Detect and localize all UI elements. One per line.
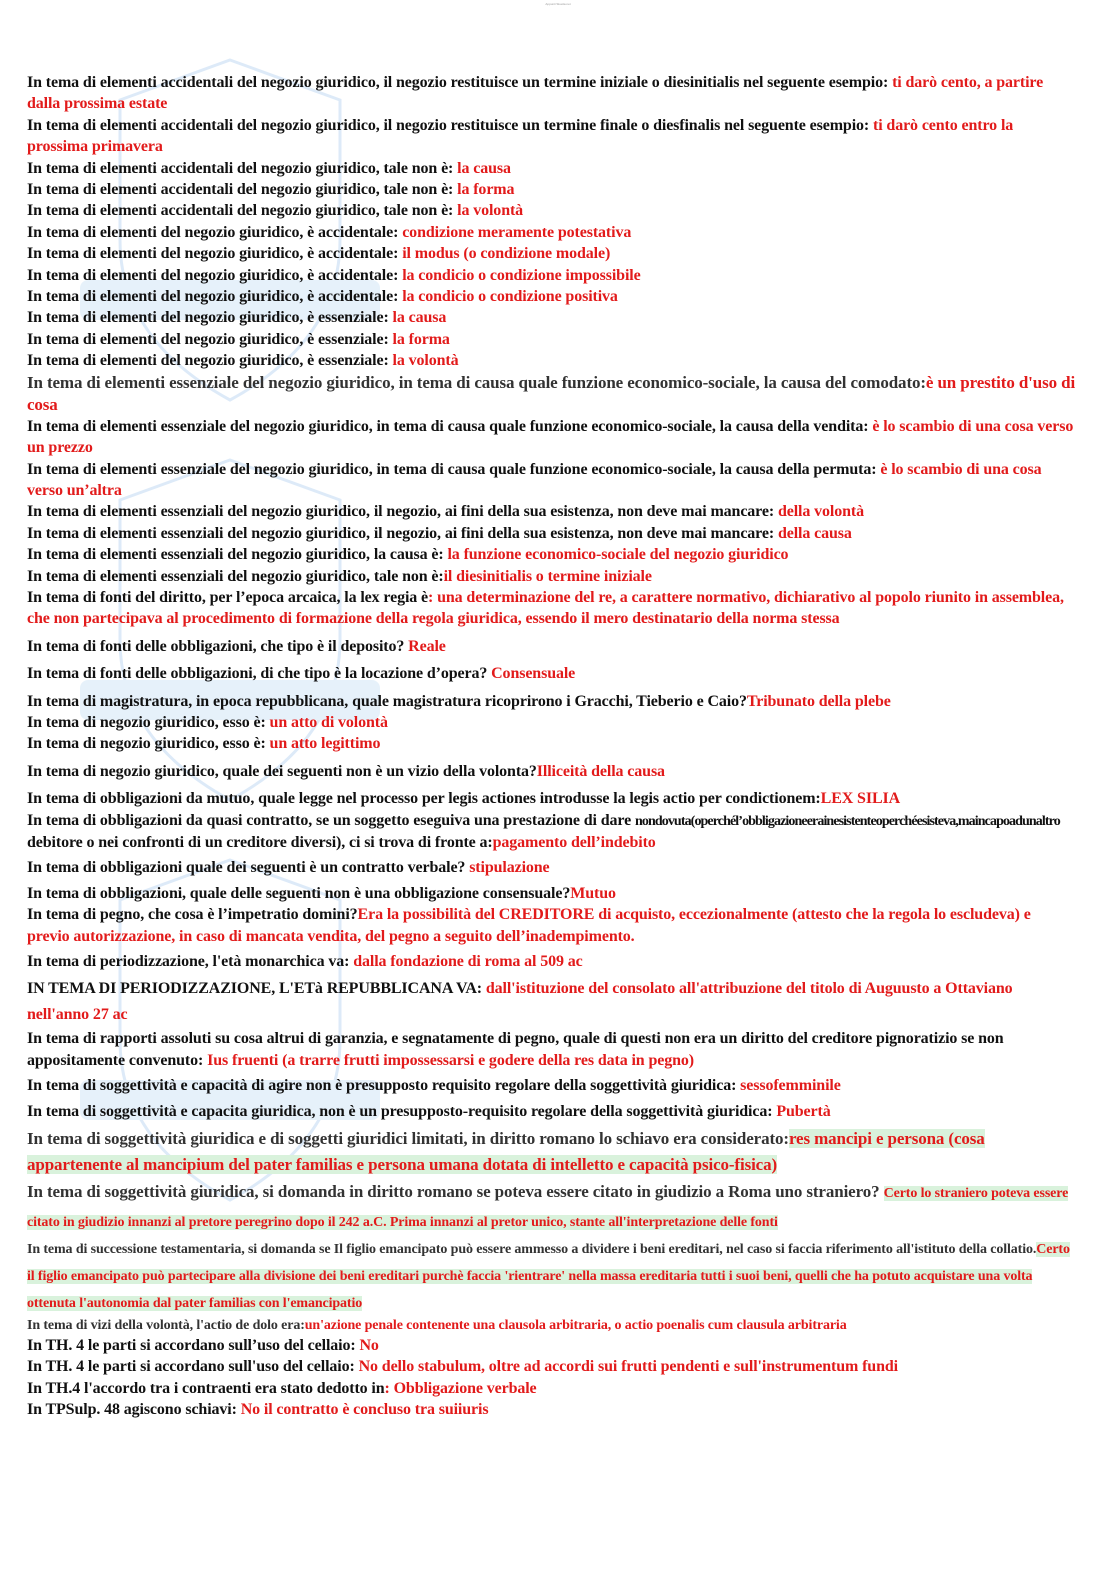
qa-item <box>27 222 1077 243</box>
question: In tema di elementi accidentali del negozio giuridico, tale non è: <box>27 202 458 220</box>
answer: ti darò cento, a partire dalla prossima estate <box>27 74 1044 113</box>
answer: la volontà <box>457 202 524 220</box>
question: In tema di elementi essenziali del negozio giuridico, il negozio, ai fini della sua esistenza, non deve mai mancare: <box>27 503 778 521</box>
qa-item <box>27 329 1077 350</box>
question: In tema di soggettività giuridica e di soggetti giuridici limitati, in diritto romano lo schiavo era considerato: <box>27 1129 789 1149</box>
answer: No dello stabulum, oltre ad accordi sui frutti pendenti e sull'instrumentum fundi <box>358 1358 898 1376</box>
qa-item <box>27 712 1077 733</box>
answer: la forma <box>392 330 450 348</box>
answer: Certo lo straniero poteva essere citato in giudizio innanzi al pretore peregrino dopo il 242 a.C. Prima innanzi al pretor unico, stante all'interpretazione delle fonti <box>27 1186 1069 1231</box>
qa-item <box>27 1028 1077 1071</box>
answer: la condicio o condizione impossibile <box>402 266 641 284</box>
answer: un atto di volontà <box>269 713 388 731</box>
question: In tema di elementi accidentali del negozio giuridico, il negozio restituisce un termine finale o diesfinalis nel seguente esempio: <box>27 116 873 134</box>
question: In TPSulp. 48 agiscono schiavi: <box>27 1401 241 1419</box>
qa-item <box>27 1335 1077 1356</box>
answer: dalla fondazione di roma al 509 ac <box>353 953 583 971</box>
answer: dall'istituzione del consolato all'attribuzione del titolo di Auguusto a Ottaviano nell'anno 27 ac <box>27 980 1013 1024</box>
question: In tema di elementi essenziale del negozio giuridico, in tema di causa quale funzione economico-sociale, la causa della vendita: <box>27 417 873 435</box>
question: In tema di elementi del negozio giuridico, è essenziale: <box>27 352 393 370</box>
question: In tema di elementi essenziali del negozio giuridico, la causa è: <box>27 546 448 564</box>
answer: Consensuale <box>491 665 576 683</box>
answer: il diesinitialis o termine iniziale <box>443 567 652 585</box>
answer: res mancipi e persona (cosa appartenente al mancipium del pater familias e persona umana dotata di intelletto e capacità psico-fisica) <box>27 1129 985 1175</box>
answer: : Obbligazione verbale <box>384 1379 537 1397</box>
question: In tema di successione testamentaria, si domanda se Il figlio emancipato può essere ammesso a dividere i beni ereditari, nel caso si faccia riferimento all'istituto della collatio. <box>27 1242 1037 1258</box>
answer: è lo scambio di una cosa verso un prezzo <box>27 417 1074 457</box>
qa-item <box>27 372 1077 416</box>
answer: Illiceità della causa <box>536 762 665 780</box>
question: In tema di elementi essenziali del negozio giuridico, il negozio, ai fini della sua esistenza, non deve mai mancare: <box>27 524 778 542</box>
answer: : una determinazione del re, a carattere normativo, dichiarativo al popolo riunito in assemblea, che non partecipava al procedimento di formazione della regola giuridica, essendo il mero destinatario della norma stessa <box>27 588 1064 628</box>
answer: un atto legittimo <box>269 735 381 753</box>
qa-item <box>27 566 1077 587</box>
answer: Pubertà <box>776 1102 831 1120</box>
question: In tema di negozio giuridico, esso è: <box>27 713 270 731</box>
question: In tema di obbligazioni da quasi contratto, se un soggetto eseguiva una prestazione di dare <box>27 811 635 829</box>
qa-item <box>27 158 1077 179</box>
answer: della volontà <box>777 503 864 521</box>
answer: Tribunato della plebe <box>746 692 891 710</box>
question: In tema di fonti delle obbligazioni, che tipo è il deposito? <box>27 637 409 655</box>
answer: la funzione economico-sociale del negozio giuridico <box>447 546 789 564</box>
question: In tema di elementi del negozio giuridico, è accidentale: <box>27 223 403 241</box>
qa-item <box>27 179 1077 200</box>
qa-item <box>27 307 1077 328</box>
answer: la condicio o condizione positiva <box>402 288 618 306</box>
answer: Ius fruenti (a trarre frutti impossessarsi e godere della res data in pegno) <box>207 1051 694 1069</box>
question: In tema di fonti delle obbligazioni, di che tipo è la locazione d’opera? <box>27 665 492 683</box>
qa-item <box>27 1236 1077 1317</box>
question: In tema di negozio giuridico, esso è: <box>27 735 270 753</box>
qa-item <box>27 200 1077 221</box>
qa-item <box>27 1399 1077 1420</box>
answer: la causa <box>392 309 447 327</box>
question: In tema di soggettività e capacità di agire non è presupposto requisito regolare della soggettività giuridica: <box>27 1077 741 1095</box>
answer: la forma <box>457 181 515 199</box>
answer: No <box>359 1337 379 1355</box>
qa-item <box>27 544 1077 565</box>
question: In tema di soggettività e capacita giuridica, non è un presupposto-requisito regolare della soggettività giuridica: <box>27 1102 777 1120</box>
question-condensed: nondovuta(operchél’obbligazioneerainesistenteoperchéesisteva,maincapoadunaltro <box>634 813 1060 829</box>
answer: Certo il figlio emancipato può partecipare alla divisione dei beni ereditari purchè faccia 'rientrare' nella massa ereditaria tutti i suoi beni, quelli che ha potuto acquistare una volta ottenuta l'autonomia dal pater familias con l'emancipatio <box>27 1242 1070 1312</box>
answer: condizione meramente potestativa <box>402 223 632 241</box>
answer: No il contratto è concluso tra suiiuris <box>240 1401 489 1419</box>
qa-item <box>27 1178 1077 1236</box>
question: In tema di pegno, che cosa è l’impetratio domini? <box>27 906 358 924</box>
qa-item <box>27 1075 1077 1096</box>
question: In tema di elementi del negozio giuridico, è essenziale: <box>27 309 393 327</box>
answer: è un prestito d'uso di cosa <box>27 372 1076 414</box>
qa-item <box>27 788 1077 809</box>
question: In TH.4 l'accordo tra i contraenti era stato dedotto in <box>27 1379 385 1397</box>
qa-item <box>27 501 1077 522</box>
question: In tema di elementi accidentali del negozio giuridico, tale non è: <box>27 159 458 177</box>
question-tail: debitore o nei confronti di un creditore diversi), ci si trova di fronte a: <box>27 834 493 851</box>
qa-item <box>27 1101 1077 1122</box>
qa-item <box>27 951 1077 972</box>
question: In TH. 4 le parti si accordano sull’uso del cellaio: <box>27 1337 360 1355</box>
question: In tema di elementi essenziale del negozio giuridico, in tema di causa quale funzione economico-sociale, la causa della permuta: <box>27 460 881 478</box>
answer: è lo scambio di una cosa verso un’altra <box>27 460 1042 499</box>
qa-item <box>27 286 1077 307</box>
answer: LEX SILIA <box>820 790 901 808</box>
qa-item <box>27 810 1077 854</box>
qa-item <box>27 857 1077 878</box>
question: In tema di magistratura, in epoca repubblicana, quale magistratura ricoprirono i Gracchi, Tieberio e Caio? <box>27 692 747 710</box>
qa-item <box>27 1126 1077 1178</box>
answer: ti darò cento entro la prossima primavera <box>27 116 1014 156</box>
qa-item <box>27 733 1077 754</box>
answer: il modus (o condizione modale) <box>402 245 611 263</box>
answer: Reale <box>408 637 446 655</box>
question: In tema di periodizzazione, l'età monarchica va: <box>27 953 354 971</box>
question: In tema di obbligazioni quale dei seguenti è un contratto verbale? <box>27 859 470 877</box>
qa-item <box>27 1378 1077 1399</box>
question: IN TEMA DI PERIODIZZAZIONE, L'ETà REPUBBLICANA VA: <box>27 980 486 998</box>
question: In tema di vizi della volontà, l'actio de dolo era: <box>27 1318 305 1334</box>
question: In tema di soggettività giuridica, si domanda in diritto romano se poteva essere citato in giudizio a Roma uno straniero? <box>27 1182 884 1202</box>
qa-item <box>27 883 1077 904</box>
question: In tema di rapporti assoluti su cosa altrui di garanzia, e segnatamente di pegno, quale di questi non era un diritto del creditore pignoratizio se non appositamente convenuto: <box>27 1030 1004 1069</box>
qa-item <box>27 587 1077 630</box>
question: In tema di negozio giuridico, quale dei seguenti non è un vizio della volonta? <box>27 762 537 780</box>
question: In tema di elementi essenziale del negozio giuridico, in tema di causa quale funzione economico-sociale, la causa del comodato: <box>27 372 926 392</box>
answer: Era la possibilità del CREDITORE di acquisto, eccezionalmente (attesto che la regola lo escludeva) e previo autorizzazione, in caso di mancata vendita, del pegno a seguito dell’inadempimento. <box>27 906 1031 945</box>
qa-item <box>27 350 1077 371</box>
qa-item <box>27 243 1077 264</box>
answer: sessofemminile <box>740 1077 841 1095</box>
question: In tema di elementi del negozio giuridico, è accidentale: <box>27 288 403 306</box>
question: In tema di elementi del negozio giuridico, è essenziale: <box>27 330 393 348</box>
qa-item <box>27 663 1077 684</box>
qa-item <box>27 691 1077 712</box>
question: In tema di elementi accidentali del negozio giuridico, il negozio restituisce un termine iniziale o diesinitialis nel seguente esempio: <box>27 74 893 91</box>
qa-item <box>27 1317 1077 1335</box>
qa-item <box>27 761 1077 782</box>
qa-item <box>27 416 1077 459</box>
qa-item <box>27 459 1077 502</box>
answer: della causa <box>777 524 852 542</box>
qa-list <box>27 72 1077 1421</box>
answer: stipulazione <box>469 859 550 877</box>
qa-item <box>27 976 1077 1028</box>
qa-item <box>27 72 1077 115</box>
answer: Mutuo <box>570 884 616 902</box>
answer: pagamento dell’indebito <box>492 834 656 851</box>
question: In tema di fonti del diritto, per l’epoca arcaica, la lex regia è <box>27 588 429 606</box>
qa-item <box>27 265 1077 286</box>
answer: la causa <box>457 159 511 177</box>
question: In tema di elementi essenziali del negozio giuridico, tale non è: <box>27 567 444 585</box>
qa-item <box>27 523 1077 544</box>
question: In TH. 4 le parti si accordano sull'uso del cellaio: <box>27 1358 359 1376</box>
qa-item <box>27 904 1077 947</box>
header-mark: Appunti Skuola.net <box>545 2 571 6</box>
qa-item <box>27 115 1077 158</box>
question: In tema di elementi del negozio giuridico, è accidentale: <box>27 266 403 284</box>
question: In tema di obbligazioni da mutuo, quale legge nel processo per legis actiones introdusse la legis actio per condictionem: <box>27 790 821 808</box>
qa-item <box>27 1356 1077 1377</box>
question: In tema di elementi del negozio giuridico, è accidentale: <box>27 245 403 263</box>
answer: la volontà <box>392 352 459 370</box>
question: In tema di elementi accidentali del negozio giuridico, tale non è: <box>27 181 458 199</box>
question: In tema di obbligazioni, quale delle seguenti non è una obbligazione consensuale? <box>27 884 571 902</box>
answer: un'azione penale contenente una clausola arbitraria, o actio poenalis cum clausula arbitraria <box>304 1318 847 1334</box>
qa-item <box>27 636 1077 657</box>
